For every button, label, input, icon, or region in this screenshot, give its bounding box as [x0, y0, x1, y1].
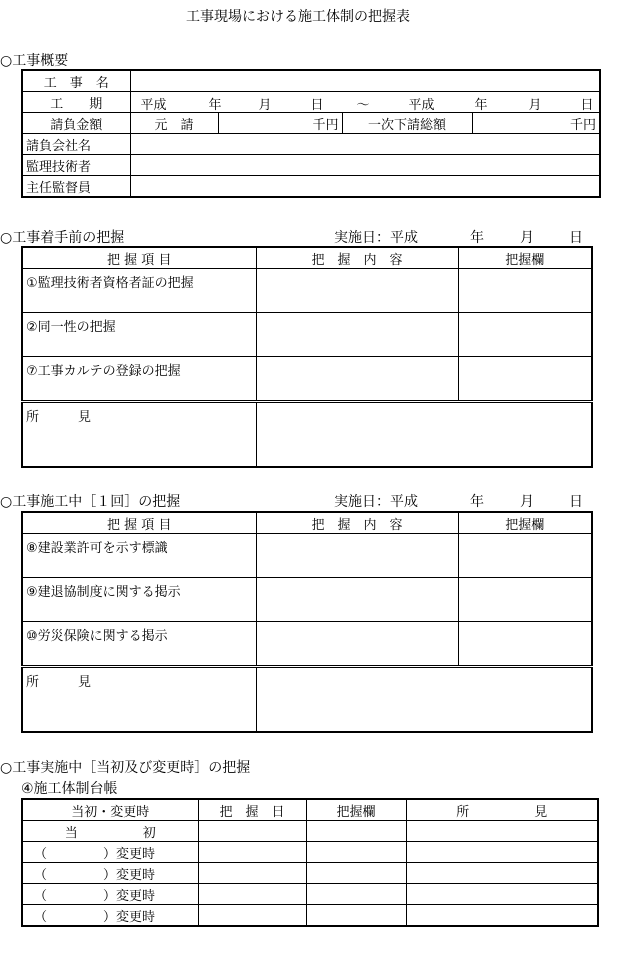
col-header-content: 把 握 内 容: [256, 512, 458, 534]
section-heading-during-work: ○工事施工中［１回］の把握: [0, 494, 181, 510]
check-field-10[interactable]: [458, 622, 592, 667]
content-field-8[interactable]: [256, 534, 458, 578]
section-heading-before-start: ○工事着手前の把握: [0, 230, 125, 246]
row-initial-label: 当 初: [22, 821, 198, 842]
period-end-era: 平成: [408, 98, 435, 113]
col-header-check: 把握欄: [458, 512, 592, 534]
section3-date-label: 実施日：平成: [334, 494, 418, 510]
section2-date-day: 日: [569, 230, 583, 246]
change-date-field[interactable]: [198, 842, 306, 863]
change-check-field[interactable]: [306, 884, 406, 905]
row-change-label: （ ）変更時: [22, 905, 198, 927]
subcontract-amount-field[interactable]: [472, 113, 600, 134]
amount-label: 請負金額: [22, 113, 130, 134]
period-end-year: 年: [474, 98, 488, 113]
check-item-7: ⑦工事カルテの登録の把握: [22, 357, 256, 402]
during-work-table: [21, 511, 593, 733]
remarks-field[interactable]: [256, 402, 592, 468]
col-header-content: 把 握 内 容: [256, 247, 458, 269]
content-field-2[interactable]: [256, 313, 458, 357]
remarks-field[interactable]: [256, 667, 592, 733]
col-header-when: 当初・変更時: [22, 799, 198, 821]
subcontract-amount-unit: 千円: [569, 117, 596, 133]
initial-check-field[interactable]: [306, 821, 406, 842]
change-remarks-field[interactable]: [406, 863, 598, 884]
section-heading-implementation: ○工事実施中［当初及び変更時］の把握: [0, 760, 251, 776]
check-field-7[interactable]: [458, 357, 592, 402]
check-field-2[interactable]: [458, 313, 592, 357]
check-item-8: ⑧建設業許可を示す標識: [22, 534, 256, 578]
work-name-label: 工 事 名: [22, 70, 130, 92]
engineer-label: 監理技術者: [22, 155, 130, 176]
period-start-era: 平成: [140, 98, 167, 113]
supervisor-field[interactable]: [130, 176, 600, 198]
content-field-7[interactable]: [256, 357, 458, 402]
content-field-10[interactable]: [256, 622, 458, 667]
section-heading-overview: ○工事概要: [0, 53, 69, 69]
row-change-label: （ ）変更時: [22, 842, 198, 863]
period-tilde: ～: [356, 98, 370, 113]
col-header-check: 把握欄: [458, 247, 592, 269]
check-field-8[interactable]: [458, 534, 592, 578]
col-header-remarks: 所 見: [406, 799, 598, 821]
subcontract-total-label: 一次下請総額: [342, 113, 472, 134]
col-header-item: 把 握 項 目: [22, 512, 256, 534]
period-end-month: 月: [528, 98, 542, 113]
prime-amount-field[interactable]: [218, 113, 342, 134]
company-field[interactable]: [130, 134, 600, 155]
period-start-month: 月: [258, 98, 272, 113]
initial-date-field[interactable]: [198, 821, 306, 842]
period-end-day: 日: [580, 98, 594, 113]
check-item-1: ①監理技術者資格者証の把握: [22, 269, 256, 313]
check-item-10: ⑩労災保険に関する掲示: [22, 622, 256, 667]
change-date-field[interactable]: [198, 905, 306, 927]
change-remarks-field[interactable]: [406, 905, 598, 927]
col-header-check: 把握欄: [306, 799, 406, 821]
section3-date-month: 月: [520, 494, 534, 510]
section2-date-year: 年: [470, 230, 484, 246]
section-subheading-ledger: ④施工体制台帳: [21, 781, 118, 797]
change-date-field[interactable]: [198, 863, 306, 884]
change-check-field[interactable]: [306, 863, 406, 884]
page-title: 工事現場における施工体制の把握表: [186, 9, 410, 25]
content-field-1[interactable]: [256, 269, 458, 313]
section2-date-label: 実施日：平成: [334, 230, 418, 246]
row-change-label: （ ）変更時: [22, 884, 198, 905]
period-start-year: 年: [208, 98, 222, 113]
row-change-label: （ ）変更時: [22, 863, 198, 884]
prime-contract-label: 元 請: [130, 113, 218, 134]
check-item-2: ②同一性の把握: [22, 313, 256, 357]
supervisor-label: 主任監督員: [22, 176, 130, 198]
period-start-day: 日: [310, 98, 324, 113]
prime-amount-unit: 千円: [312, 117, 339, 133]
remarks-label: 所 見: [22, 667, 256, 733]
col-header-item: 把 握 項 目: [22, 247, 256, 269]
engineer-field[interactable]: [130, 155, 600, 176]
work-name-field[interactable]: [130, 70, 600, 92]
ledger-table: [21, 798, 599, 927]
content-field-9[interactable]: [256, 578, 458, 622]
change-remarks-field[interactable]: [406, 884, 598, 905]
before-start-table: [21, 246, 593, 468]
change-check-field[interactable]: [306, 842, 406, 863]
period-label: 工 期: [22, 92, 130, 113]
col-header-date: 把 握 日: [198, 799, 306, 821]
initial-remarks-field[interactable]: [406, 821, 598, 842]
check-item-9: ⑨建退協制度に関する掲示: [22, 578, 256, 622]
check-field-9[interactable]: [458, 578, 592, 622]
company-label: 請負会社名: [22, 134, 130, 155]
section3-date-day: 日: [569, 494, 583, 510]
remarks-label: 所 見: [22, 402, 256, 468]
overview-table: [21, 69, 601, 198]
period-field[interactable]: [130, 92, 600, 113]
change-date-field[interactable]: [198, 884, 306, 905]
change-remarks-field[interactable]: [406, 842, 598, 863]
change-check-field[interactable]: [306, 905, 406, 927]
check-field-1[interactable]: [458, 269, 592, 313]
section3-date-year: 年: [470, 494, 484, 510]
section2-date-month: 月: [520, 230, 534, 246]
